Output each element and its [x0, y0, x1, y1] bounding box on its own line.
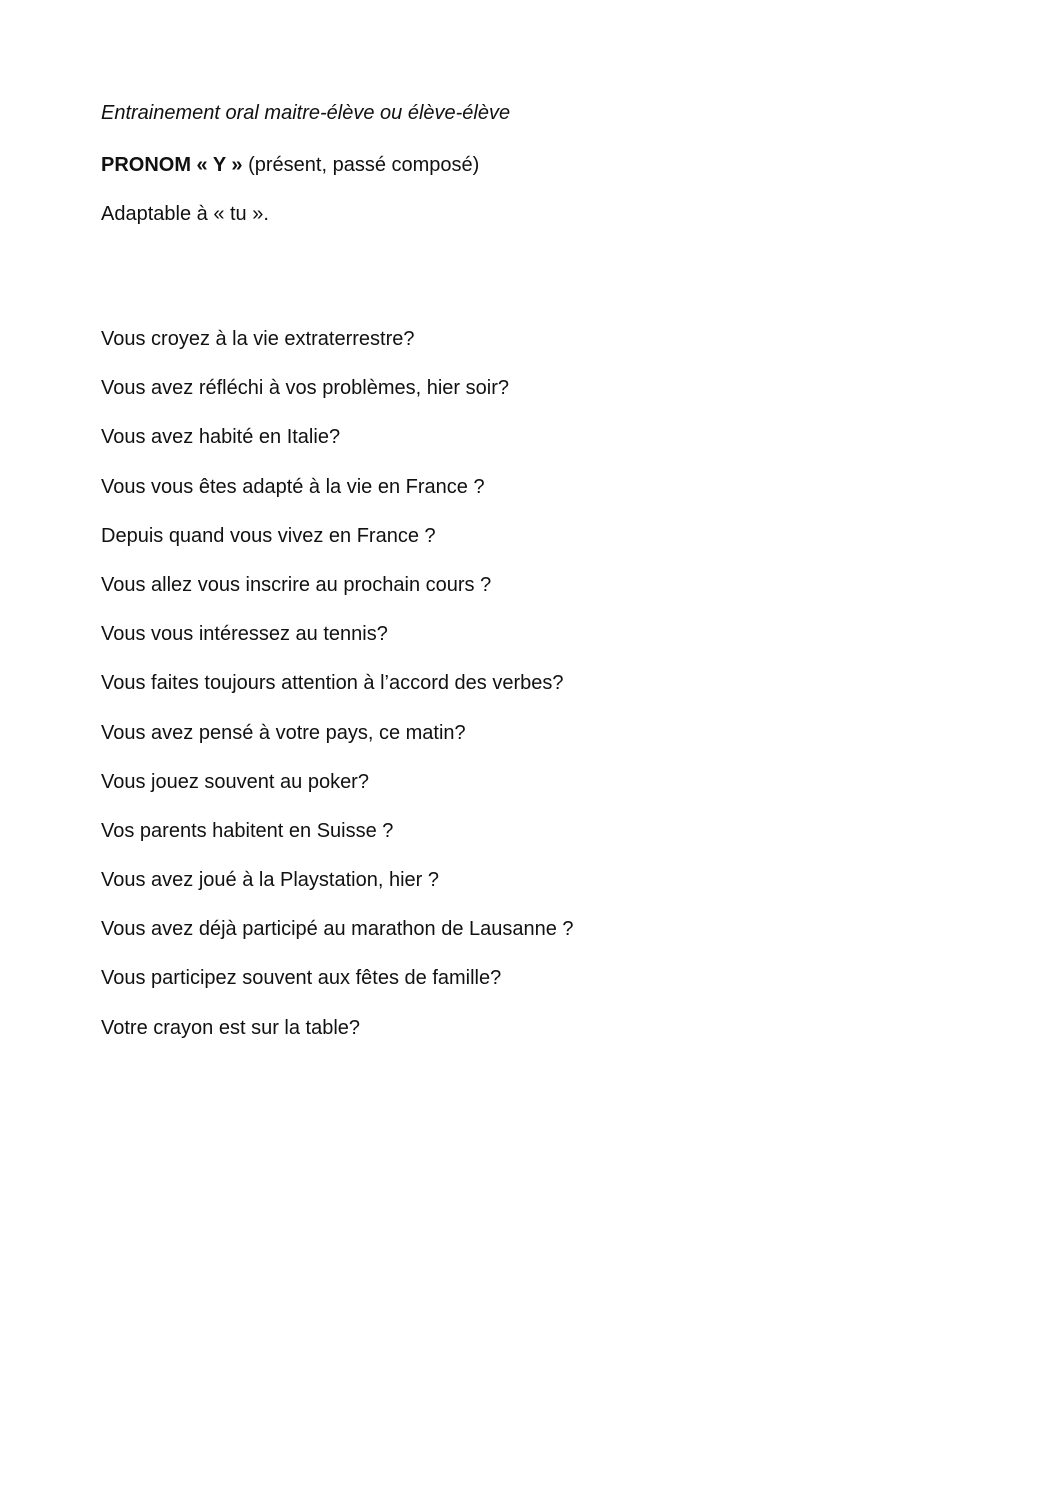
question-item: Vous faites toujours attention à l’accord des verbes?: [101, 672, 564, 695]
question-item: Vous jouez souvent au poker?: [101, 770, 369, 793]
exercise-title: [101, 153, 479, 177]
question-item: Votre crayon est sur la table?: [101, 1016, 361, 1039]
question-item: Vous croyez à la vie extraterrestre?: [101, 328, 415, 350]
question-item: Vous avez joué à la Playstation, hier ?: [101, 869, 439, 892]
question-item: Vous avez pensé à votre pays, ce matin?: [101, 721, 466, 744]
question-item: Vous vous intéressez au tennis?: [101, 623, 388, 646]
question-item: Depuis quand vous vivez en France ?: [101, 524, 436, 547]
question-item: Vous avez déjà participé au marathon de Lausanne ?: [101, 918, 574, 941]
exercise-title-detail: (présent, passé composé): [242, 154, 480, 176]
question-item: Vous participez souvent aux fêtes de famille?: [101, 967, 502, 990]
question-list: [101, 327, 574, 1065]
exercise-title-bold: PRONOM « Y »: [101, 154, 243, 176]
question-item: Vos parents habitent en Suisse ?: [101, 819, 394, 842]
adaptation-note: Adaptable à « tu ».: [101, 203, 269, 225]
question-item: Vous vous êtes adapté à la vie en France ?: [101, 475, 485, 498]
question-item: Vous avez réfléchi à vos problèmes, hier soir?: [101, 377, 509, 400]
question-item: Vous avez habité en Italie?: [101, 426, 341, 449]
exercise-subtitle: Entrainement oral maitre-élève ou élève-élève: [101, 102, 511, 124]
question-item: Vous allez vous inscrire au prochain cours ?: [101, 573, 492, 596]
